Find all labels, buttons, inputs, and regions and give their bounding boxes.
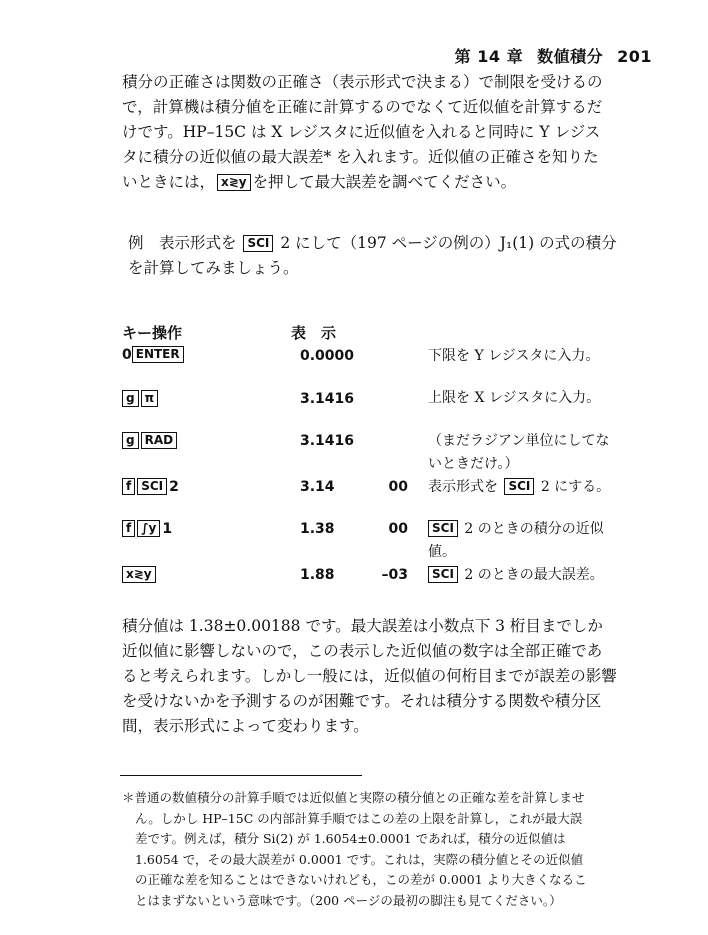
- text-line: を計算してみましょう。: [128, 259, 299, 277]
- text-line: 積分の正確さは関数の正確さ（表示形式で決まる）で制限を受けるの: [122, 73, 603, 91]
- key-f: f: [122, 520, 135, 537]
- footnote-rule: [120, 775, 362, 776]
- footnote-line: の正確な差を知ることはできないけれども，この差が 0.0001 より大きくなるこ: [135, 872, 587, 887]
- text-line: で，計算機は積分値を正確に計算するのでなくて近似値を計算するだ: [122, 98, 603, 116]
- display-value: 3.1416: [300, 391, 355, 407]
- chapter-number: 第 14 章: [454, 47, 524, 66]
- table-row-keys: [122, 432, 179, 449]
- text-line: いときには， x≷y を押して最大誤差を調べてください。: [122, 173, 517, 191]
- intro-paragraph: [122, 70, 603, 195]
- text-line: けです。HP–15C は X レジスタに近似値を入れると同時に Y レジス: [122, 123, 601, 141]
- example-paragraph: [128, 231, 617, 281]
- display-value: 1.88: [300, 567, 335, 583]
- key-enter: ENTER: [132, 346, 184, 363]
- row-note: （まだラジアン単位にしてな いときだけ。）: [428, 433, 610, 472]
- key-x-swap-y: x≷y: [217, 174, 251, 191]
- page-number: 201: [617, 47, 652, 66]
- row-note: 上限を X レジスタに入力。: [428, 390, 601, 406]
- column-heading-display: 表 示: [291, 324, 337, 342]
- text-line: を受けないかを予測するのが困難です。それは積分する関数や積分区: [122, 692, 602, 710]
- display-value: 3.1416: [300, 433, 355, 449]
- display-value: 1.38: [300, 521, 335, 537]
- display-value: 3.14: [300, 479, 335, 495]
- footnote-line: とはまずないという意味です。（200 ページの最初の脚注も見てください。）: [135, 892, 562, 908]
- key-sci: SCI: [428, 566, 458, 583]
- text-line: 間，表示形式によって変わります。: [122, 717, 369, 735]
- row-note: SCI 2 のときの積分の近似 値。: [428, 521, 604, 560]
- table-row-keys: 0 ENTER: [122, 346, 186, 363]
- chapter-title: 数値積分: [537, 47, 604, 66]
- footnote: [122, 788, 587, 911]
- key-g: g: [122, 432, 139, 449]
- row-note: 表示形式を SCI 2 にする。: [428, 479, 611, 495]
- key-sci: SCI: [428, 520, 458, 537]
- display-exponent: 00: [388, 521, 408, 537]
- display-exponent: –03: [381, 567, 408, 583]
- running-header: [455, 44, 652, 67]
- table-row-keys: f ∫y 1: [122, 520, 172, 537]
- key-integrate: ∫y: [137, 520, 160, 537]
- text-line: 積分値は 1.38±0.00188 です。最大誤差は小数点下 3 桁目までしか: [122, 617, 603, 635]
- footnote-line: ＊普通の数値積分の計算手順では近似値と実際の積分値との正確な差を計算しませ: [122, 790, 585, 805]
- key-x-swap-y: x≷y: [122, 566, 156, 583]
- footnote-line: 差です。例えば，積分 Si(2) が 1.6054±0.0001 であれば，積分の近似値は: [135, 831, 566, 846]
- table-row-keys: [122, 390, 160, 407]
- key-sci: SCI: [243, 235, 273, 252]
- row-note: SCI 2 のときの最大誤差。: [428, 564, 604, 587]
- text-line: 例 表示形式を SCI 2 にして（197 ページの例の）J₁(1) の式の積分: [128, 234, 617, 252]
- text-line: ると考えられます。しかし一般には，近似値の何桁目までが誤差の影響: [122, 667, 617, 685]
- table-row-keys: f SCI 2: [122, 478, 179, 495]
- key-f: f: [122, 478, 135, 495]
- display-value: 0.0000: [300, 348, 355, 364]
- footnote-line: 1.6054 で，その最大誤差が 0.0001 です。これは，実際の積分値とその近似値: [135, 851, 584, 867]
- text-line: 近似値に影響しないので，この表示した近似値の数字は全部正確であ: [122, 642, 603, 660]
- text-line: タに積分の近似値の最大誤差* を入れます。近似値の正確さを知りた: [122, 148, 599, 166]
- key-sci: SCI: [137, 478, 167, 495]
- footnote-line: ん。しかし HP–15C の内部計算手順ではこの差の上限を計算し，これが最大誤: [135, 810, 583, 826]
- column-heading-keys: キー操作: [122, 324, 183, 342]
- key-pi: π: [141, 390, 159, 407]
- row-note: 下限を Y レジスタに入力。: [428, 348, 600, 364]
- key-g: g: [122, 390, 139, 407]
- table-row-keys: [122, 566, 158, 583]
- result-paragraph: [122, 614, 617, 739]
- key-sci: SCI: [504, 478, 534, 495]
- key-rad: RAD: [141, 432, 178, 449]
- display-exponent: 00: [388, 479, 408, 495]
